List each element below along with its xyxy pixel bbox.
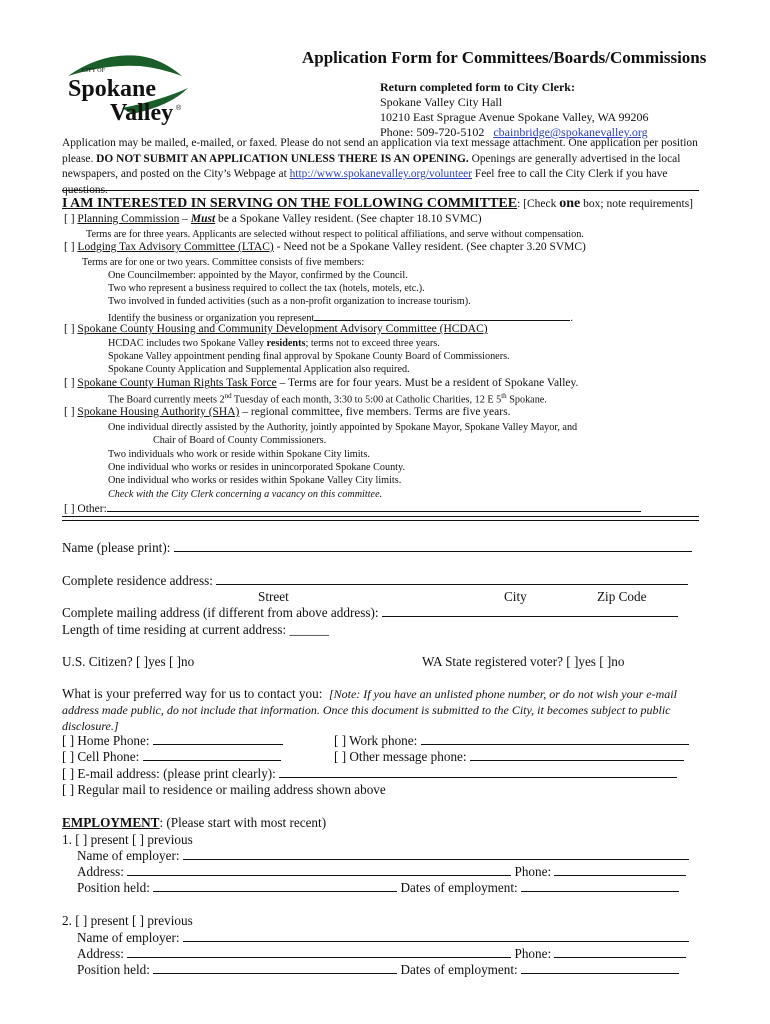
clerk-address-line2: 10210 East Sprague Avenue Spokane Valley, WA 99206: [380, 110, 649, 124]
other-committee-field[interactable]: [ ] Other:: [64, 500, 641, 515]
planning-note: Terms are for three years. Applicants are selected without respect to political affiliations, and serve without compensation.: [86, 229, 584, 240]
employer-address-field[interactable]: Address: Phone:: [77, 864, 686, 880]
employment-1-status[interactable]: 1. [ ] present [ ] previous: [62, 832, 193, 847]
sha-note: One individual directly assisted by the Authority, jointly appointed by Spokane Mayor, Spokane Valley Mayor, and: [108, 422, 578, 433]
hrtf-note: The Board currently meets 2nd Tuesday of each month, 3:30 to 5:00 at Catholic Charities, 12 E 5th Spokane.: [108, 392, 547, 406]
hrtf-option[interactable]: [ ] Spokane County Human Rights Task Force – Terms are for four years. Must be a resident of Spokane Valley.: [64, 377, 579, 389]
svg-text:CITY OF: CITY OF: [82, 68, 105, 74]
checkbox[interactable]: [ ]: [64, 323, 78, 335]
divider: [62, 520, 699, 521]
clerk-email-link[interactable]: cbainbridge@spokanevalley.org: [493, 125, 648, 139]
mailing-address-field[interactable]: Complete mailing address (if different from above address):: [62, 605, 678, 621]
disclosure-note: [Note: If you have an unlisted phone number, or do not wish your e-mail address made public, do not include that information. Once this document is submitted to the City, it becomes subject to public disclosure.]: [62, 687, 677, 733]
ltac-member: Two involved in funded activities (such as a non-profit organization to increase tourism).: [108, 296, 471, 307]
position-held-field[interactable]: Position held: Dates of employment:: [77, 962, 679, 978]
position-held-field[interactable]: Position held: Dates of employment:: [77, 880, 679, 896]
residence-address-field[interactable]: Complete residence address:: [62, 573, 688, 589]
intro-paragraph: Application may be mailed, e-mailed, or faxed. Please do not send an application via text message attachment. One application per position please. DO NOT SUBMIT AN APPLICATION UNLESS THERE IS AN OPENING. Openings are generally advertised in the local newspapers, and posted on the City’s Webpage at http://www.spokanevalley.org/volunteer Feel free to call the City Clerk if you have questions.: [62, 137, 698, 196]
contact-preference: What is your preferred way for us to contact you: [Note: If you have an unlisted phone number, or do not wish your e-mail address made public, do not include that information. Once this document is submitted to the City, it becomes subject to public disclosure.]: [62, 686, 677, 733]
spokane-valley-logo: [62, 50, 194, 130]
checkbox[interactable]: [ ]: [64, 213, 78, 225]
clerk-heading: Return completed form to City Clerk:: [380, 80, 575, 94]
logo-text-spokane: Spokane: [68, 76, 157, 102]
sha-option[interactable]: [ ] Spokane Housing Authority (SHA) – regional committee, five members. Terms are five years.: [64, 406, 511, 418]
clerk-address-line1: Spokane Valley City Hall: [380, 95, 503, 109]
work-phone-field[interactable]: [ ] Work phone:: [334, 733, 689, 749]
checkbox[interactable]: [ ]: [64, 377, 78, 389]
city-label: City: [504, 589, 527, 604]
employment-2-status[interactable]: 2. [ ] present [ ] previous: [62, 913, 193, 928]
ltac-member: One Councilmember: appointed by the Mayor, confirmed by the Council.: [108, 270, 408, 281]
name-field[interactable]: Name (please print):: [62, 540, 692, 556]
logo-mountain-icon: [62, 50, 194, 130]
street-label: Street: [258, 589, 289, 604]
hcdac-note: Spokane Valley appointment pending final approval by Spokane County Board of Commissioners.: [108, 351, 510, 362]
other-phone-field[interactable]: [ ] Other message phone:: [334, 749, 684, 765]
residence-length-field[interactable]: Length of time residing at current address: ______: [62, 622, 329, 637]
divider: [62, 190, 699, 191]
logo-text-valley: Valley: [110, 100, 174, 126]
opening-warning: DO NOT SUBMIT AN APPLICATION UNLESS THERE IS AN OPENING.: [96, 152, 469, 165]
email-address-field[interactable]: [ ] E-mail address: (please print clearly):: [62, 766, 677, 782]
divider: [62, 516, 699, 517]
sha-note: Two individuals who work or reside within Spokane City limits.: [108, 449, 370, 460]
clerk-phone: Phone: 509-720-5102: [380, 125, 485, 139]
svg-text:®: ®: [176, 105, 182, 112]
sha-note: One individual who works or resides within Spokane Valley City limits.: [108, 475, 402, 486]
ltac-note: Terms are for one or two years. Committee consists of five members:: [82, 257, 365, 268]
registered-voter-field[interactable]: WA State registered voter? [ ]yes [ ]no: [422, 654, 625, 669]
checkbox[interactable]: [ ]: [64, 406, 78, 418]
sha-note: Check with the City Clerk concerning a vacancy on this committee.: [108, 489, 383, 500]
volunteer-link[interactable]: http://www.spokanevalley.org/volunteer: [289, 168, 473, 180]
hcdac-note: HCDAC includes two Spokane Valley residents; terms not to exceed three years.: [108, 338, 440, 349]
hcdac-note: Spokane County Application and Supplemental Application also required.: [108, 364, 410, 375]
sha-note: One individual who works or resides in unincorporated Spokane County.: [108, 462, 405, 473]
employer-name-field[interactable]: Name of employer:: [77, 848, 689, 864]
hcdac-option[interactable]: [ ] Spokane County Housing and Community Development Advisory Committee (HCDAC): [64, 323, 488, 335]
employer-address-field[interactable]: Address: Phone:: [77, 946, 686, 962]
ltac-member: Two who represent a business required to collect the tax (hotels, motels, etc.).: [108, 283, 425, 294]
ltac-option[interactable]: [ ] Lodging Tax Advisory Committee (LTAC) - Need not be a Spokane Valley resident. (See chapter 3.20 SVMC): [64, 241, 586, 253]
checkbox[interactable]: [ ]: [64, 241, 78, 253]
employer-name-field[interactable]: Name of employer:: [77, 930, 689, 946]
planning-commission-option[interactable]: [ ] Planning Commission – Must be a Spokane Valley resident. (See chapter 18.10 SVMC): [64, 213, 482, 225]
form-title: Application Form for Committees/Boards/Commissions: [302, 48, 707, 67]
regular-mail-option[interactable]: [ ] Regular mail to residence or mailing address shown above: [62, 782, 386, 797]
us-citizen-field[interactable]: U.S. Citizen? [ ]yes [ ]no: [62, 654, 195, 669]
ltac-business-field[interactable]: Identify the business or organization you represent .: [108, 309, 573, 324]
sha-note: Chair of Board of County Commissioners.: [153, 435, 327, 446]
employment-heading: EMPLOYMENT: (Please start with most recent): [62, 815, 327, 830]
zip-label: Zip Code: [597, 589, 647, 604]
committee-heading: I AM INTERESTED IN SERVING ON THE FOLLOWING COMMITTEE: [Check one box; note requirements]: [62, 196, 693, 211]
cell-phone-field[interactable]: [ ] Cell Phone:: [62, 749, 281, 765]
home-phone-field[interactable]: [ ] Home Phone:: [62, 733, 283, 749]
